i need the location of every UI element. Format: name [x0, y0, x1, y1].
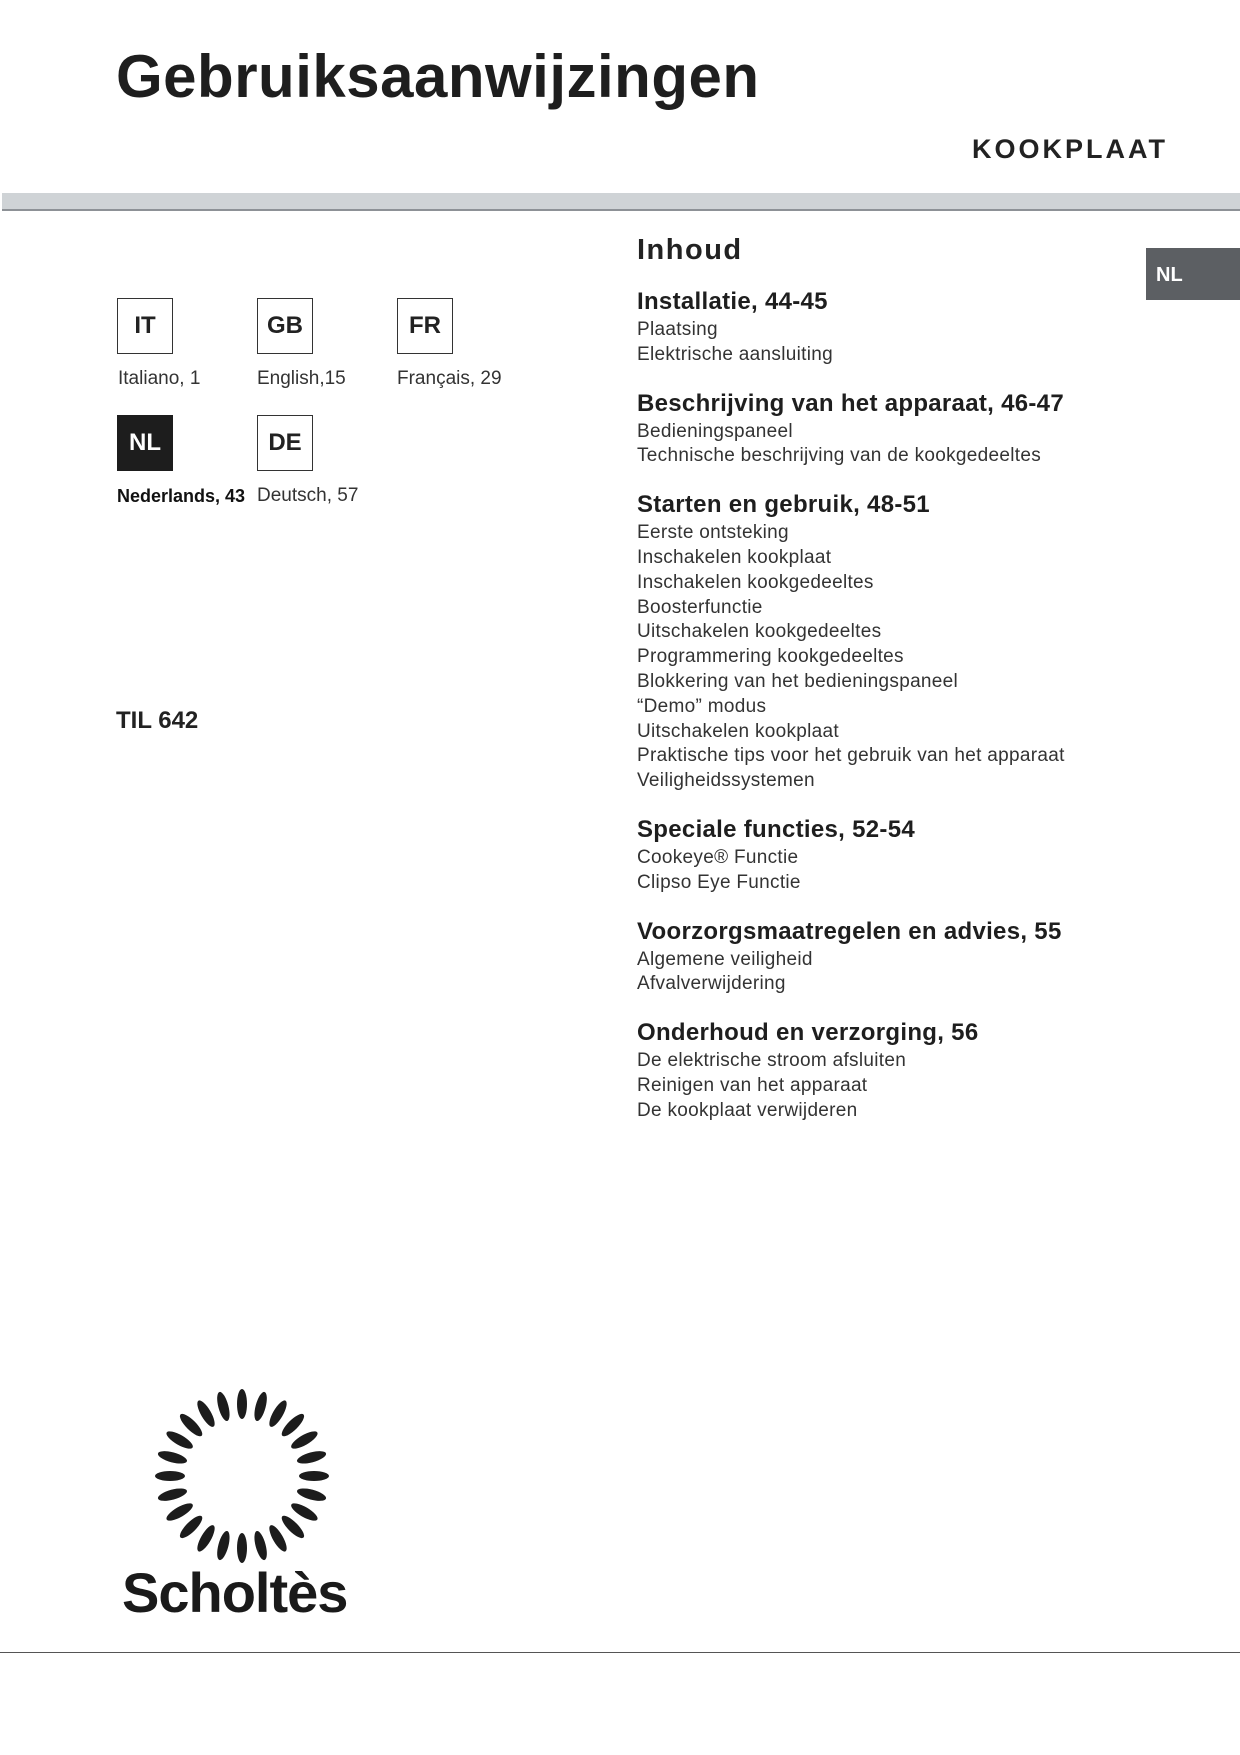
toc-section-title: Speciale functies, 52-54: [637, 815, 915, 843]
toc-item: Reinigen van het apparaat: [637, 1074, 868, 1096]
sun-ray: [215, 1391, 232, 1423]
table-of-contents: [637, 286, 1137, 1144]
toc-section: [637, 1017, 1137, 1123]
language-tab: NL: [1146, 248, 1240, 300]
toc-item: Elektrische aansluiting: [637, 343, 833, 365]
sun-ray: [164, 1500, 195, 1524]
toc-section: [637, 388, 1137, 470]
product-type: KOOKPLAAT: [972, 134, 1168, 164]
sun-ray: [279, 1513, 307, 1541]
lang-box-de: DE: [257, 415, 313, 471]
sun-ray: [266, 1523, 290, 1554]
sun-logo-icon: [116, 1370, 356, 1570]
toc-item: Programmering kookgedeeltes: [637, 646, 904, 668]
toc-item: De elektrische stroom afsluiten: [637, 1050, 907, 1072]
sun-ray: [215, 1530, 232, 1562]
toc-item: Plaatsing: [637, 319, 718, 340]
toc-section-title: Installatie, 44-45: [637, 288, 828, 315]
lang-label-de: Deutsch, 57: [257, 485, 359, 506]
toc-section: [637, 814, 1137, 896]
lang-box-nl: NL: [117, 415, 173, 471]
toc-section: [637, 489, 1137, 794]
sun-ray: [177, 1513, 205, 1541]
sun-ray: [266, 1398, 290, 1429]
toc-item: Eerste ontsteking: [637, 522, 789, 544]
toc-item: Veiligheidssystemen: [637, 770, 815, 792]
toc-section-title: Onderhoud en verzorging, 56: [637, 1019, 979, 1047]
lang-label-fr: Français, 29: [397, 368, 502, 389]
toc-item: Afvalverwijdering: [637, 973, 786, 995]
toc-item: Blokkering van het bedieningspaneel: [637, 670, 959, 692]
toc-item: “Demo” modus: [637, 695, 767, 717]
lang-box-gb: GB: [257, 298, 313, 354]
toc-section-title: Voorzorgsmaatregelen en advies, 55: [637, 917, 1062, 945]
sun-ray: [164, 1428, 195, 1452]
footer-divider: [0, 1652, 1240, 1653]
toc-item: Uitschakelen kookplaat: [637, 720, 839, 742]
lang-label-nl: Nederlands, 43: [117, 486, 246, 506]
model-number: TIL 642: [116, 707, 199, 734]
toc-item: Inschakelen kookgedeeltes: [637, 571, 874, 593]
sun-ray: [237, 1389, 247, 1419]
sun-ray: [237, 1533, 247, 1563]
toc-item: Uitschakelen kookgedeeltes: [637, 621, 882, 643]
sun-ray: [296, 1449, 328, 1466]
header-divider-bar: [2, 193, 1240, 211]
sun-ray: [177, 1411, 205, 1439]
toc-item: Clipso Eye Functie: [637, 871, 801, 893]
toc-section-title: Starten en gebruik, 48-51: [637, 491, 930, 519]
toc-item: De kookplaat verwijderen: [637, 1099, 858, 1121]
lang-label-gb: English,15: [257, 368, 346, 389]
sun-ray: [194, 1398, 218, 1429]
sun-ray: [279, 1411, 307, 1439]
toc-item: Praktische tips voor het gebruik van het apparaat: [637, 745, 1065, 767]
lang-label-it: Italiano, 1: [118, 368, 201, 389]
sun-ray: [155, 1471, 185, 1481]
toc-item: Inschakelen kookplaat: [637, 546, 832, 568]
sun-ray: [194, 1523, 218, 1554]
toc-item: Algemene veiligheid: [637, 948, 813, 970]
toc-section: [637, 916, 1137, 998]
toc-item: Technische beschrijving van de kookgedeeltes: [637, 445, 1041, 467]
lang-box-fr: FR: [397, 298, 453, 354]
document-title: Gebruiksaanwijzingen: [116, 43, 760, 110]
toc-heading: Inhoud: [637, 234, 743, 266]
toc-item: Boosterfunctie: [637, 596, 763, 618]
toc-section: [637, 286, 1137, 368]
toc-item: Bedieningspaneel: [637, 420, 793, 442]
brand-wordmark: Scholtès: [122, 1561, 348, 1624]
sun-ray: [252, 1391, 269, 1423]
lang-box-it: IT: [117, 298, 173, 354]
sun-ray: [299, 1471, 329, 1481]
sun-ray: [157, 1449, 189, 1466]
sun-ray: [252, 1530, 269, 1562]
sun-ray: [157, 1486, 189, 1503]
sun-ray: [296, 1486, 328, 1503]
sun-ray: [289, 1500, 320, 1524]
sun-ray: [289, 1428, 320, 1452]
toc-item: Cookeye® Functie: [637, 846, 799, 868]
toc-section-title: Beschrijving van het apparaat, 46-47: [637, 389, 1064, 417]
